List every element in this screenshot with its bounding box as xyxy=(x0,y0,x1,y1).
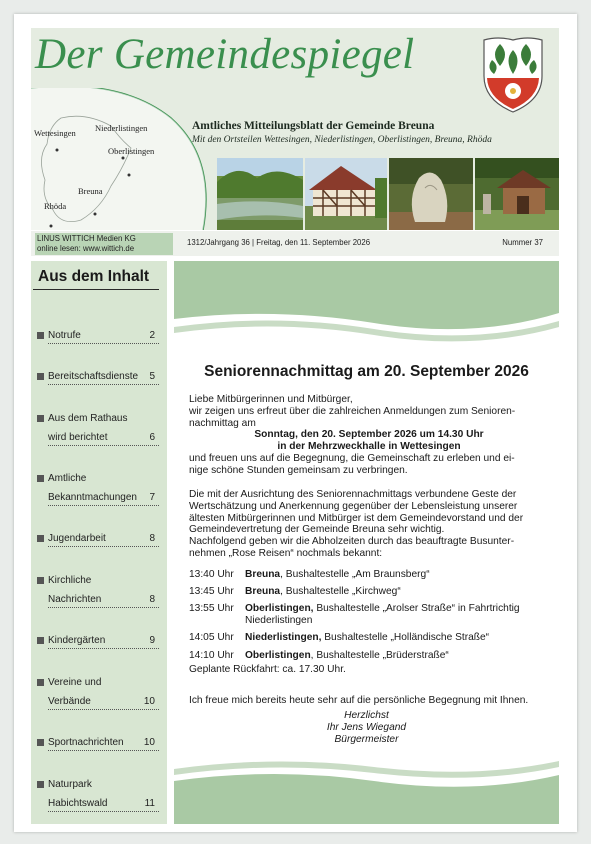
bullet-icon xyxy=(37,679,44,686)
masthead xyxy=(31,28,559,230)
article-paragraph-2 xyxy=(189,489,549,560)
toc-divider xyxy=(33,289,159,290)
masthead-districts: Mit den Ortsteilen Wettesingen, Niederlistingen, Oberlistingen, Breuna, Rhöda xyxy=(192,135,492,145)
schedule-place: Breuna xyxy=(245,569,281,580)
toc-item-label: Kirchliche xyxy=(48,575,92,586)
map-label-rhoda: Rhöda xyxy=(44,201,67,211)
para-line-6: nehmen „Rose Reisen“ nochmals bekannt: xyxy=(189,547,383,559)
map-label-breuna: Breuna xyxy=(78,186,103,196)
map-label-niederlistingen: Niederlistingen xyxy=(95,123,148,133)
decorative-wave-top xyxy=(174,261,559,346)
toc-page-number: 6 xyxy=(149,432,155,443)
event-date: Sonntag, den 20. September 2026 um 14.30 Uhr xyxy=(254,429,484,441)
schedule-row xyxy=(189,650,551,664)
salutation: Liebe Mitbürgerinnen und Mitbürger, xyxy=(189,394,353,405)
schedule-row xyxy=(189,586,551,603)
intro-line-4: nige schöne Stunden gemeinsam zu verbringen. xyxy=(189,464,408,476)
para-line-2: Wertschätzung und Anerkennung gegenüber der Lebensleistung unserer xyxy=(189,500,518,512)
article-headline: Seniorennachmittag am 20. September 2026 xyxy=(204,363,529,380)
toc-page-number: 11 xyxy=(144,798,155,809)
bullet-icon xyxy=(37,373,44,380)
issue-number: Nummer 37 xyxy=(502,238,543,247)
toc-page-number: 5 xyxy=(149,371,155,382)
decorative-wave-bottom xyxy=(174,751,559,824)
article-panel xyxy=(174,261,559,824)
toc-item-label-2: Habichtswald xyxy=(48,798,108,809)
bullet-icon xyxy=(37,781,44,788)
schedule-place: Oberlistingen xyxy=(245,650,311,661)
toc-page-number: 2 xyxy=(149,330,155,341)
toc-page-number: 8 xyxy=(149,533,155,544)
hut-photo xyxy=(475,158,559,230)
issue-info-strip xyxy=(31,231,559,256)
publisher-box xyxy=(35,233,173,255)
toc-page-number: 9 xyxy=(149,635,155,646)
closing-line xyxy=(189,695,549,707)
toc-page-number: 7 xyxy=(149,492,155,503)
bullet-icon xyxy=(37,637,44,644)
schedule-detail: , Bushaltestelle „Kirchweg“ xyxy=(280,586,401,597)
toc-item-label: Aus dem Rathaus xyxy=(48,413,128,424)
schedule-time: 13:40 Uhr xyxy=(189,569,234,580)
bus-schedule xyxy=(189,569,551,678)
schedule-place: Niederlistingen, xyxy=(245,632,322,643)
schedule-time: 13:45 Uhr xyxy=(189,586,234,597)
schedule-detail: , Bushaltestelle „Brüderstraße“ xyxy=(310,650,449,661)
schedule-place: Oberlistingen, xyxy=(245,603,314,614)
stone-monument-photo xyxy=(389,158,473,230)
event-location: in der Mehrzweckhalle in Wettesingen xyxy=(277,441,461,453)
map-label-wettesingen: Wettesingen xyxy=(34,128,76,138)
coat-of-arms-icon xyxy=(478,36,548,114)
schedule-time: 13:55 Uhr xyxy=(189,603,234,614)
signer-role: Bürgermeister xyxy=(334,734,399,745)
signature-block xyxy=(174,710,559,746)
intro-line-2: nachmittag am xyxy=(189,417,256,429)
pond-photo xyxy=(217,158,303,230)
schedule-row xyxy=(189,603,551,632)
para-line-4: Gemeindevertretung der Gemeinde Breuna sehr wichtig. xyxy=(189,524,445,536)
toc-item-label-2: wird berichtet xyxy=(48,432,108,443)
schedule-place: Breuna xyxy=(245,586,281,597)
toc-item-label: Sportnachrichten xyxy=(48,737,124,748)
toc-item-label-2: Bekanntmachungen xyxy=(48,492,137,503)
toc-item-label: Naturpark xyxy=(48,779,92,790)
toc-item-label: Vereine und xyxy=(48,677,102,688)
bullet-icon xyxy=(37,535,44,542)
half-timbered-house-photo xyxy=(305,158,387,230)
intro-line-1: wir zeigen uns erfreut über die zahlreichen Anmeldungen zum Senioren- xyxy=(189,405,516,417)
regards: Herzlichst xyxy=(344,710,389,721)
schedule-detail: Bushaltestelle „Holländische Straße“ xyxy=(321,632,490,643)
para-line-5: Nachfolgend geben wir die Abholzeiten durch das beauftragte Busunter- xyxy=(189,536,515,548)
table-of-contents xyxy=(31,261,167,824)
bullet-icon xyxy=(37,475,44,482)
toc-item-label: Bereitschaftsdienste xyxy=(48,371,139,382)
toc-item-label: Amtliche xyxy=(48,473,87,484)
toc-item-label: Kindergärten xyxy=(48,635,106,646)
bullet-icon xyxy=(37,415,44,422)
toc-item-label-2: Nachrichten xyxy=(48,594,102,605)
return-trip: Geplante Rückfahrt: ca. 17.30 Uhr. xyxy=(189,664,346,675)
newsletter-page xyxy=(14,14,577,832)
closing-text: Ich freue mich bereits heute sehr auf die persönliche Begegnung mit Ihnen. xyxy=(189,695,529,706)
para-line-1: Die mit der Ausrichtung des Seniorennachmittags verbundene Geste der xyxy=(189,489,517,500)
toc-page-number: 10 xyxy=(143,737,155,748)
bullet-icon xyxy=(37,739,44,746)
intro-line-3: und freuen uns auf die Begegnung, die Gemeinschaft zu erleben und ei- xyxy=(189,452,515,464)
toc-page-number: 10 xyxy=(143,696,155,707)
masthead-title: Der Gemeindespiegel xyxy=(35,31,415,78)
schedule-row xyxy=(189,632,551,650)
para-line-3: ältesten Mitbürgerinnen und Mitbürger ist dem Gemeindevorstand und der xyxy=(189,512,524,524)
toc-item-label-2: Verbände xyxy=(48,696,91,707)
toc-item-label: Jugendarbeit xyxy=(48,533,106,544)
online-link[interactable]: online lesen: www.wittich.de xyxy=(37,244,135,253)
bullet-icon xyxy=(37,577,44,584)
signer-name: Ihr Jens Wiegand xyxy=(326,722,407,733)
article-intro xyxy=(189,394,549,477)
bullet-icon xyxy=(37,332,44,339)
schedule-detail: Bushaltestelle „Arolser Straße“ in Fahrtrichtig Niederlistingen xyxy=(245,603,520,626)
masthead-subtitle: Amtliches Mitteilungsblatt der Gemeinde Breuna xyxy=(192,120,435,132)
schedule-time: 14:10 Uhr xyxy=(189,650,234,661)
schedule-detail: , Bushaltestelle „Am Braunsberg“ xyxy=(280,569,430,580)
schedule-row xyxy=(189,569,551,586)
toc-page-number: 8 xyxy=(149,594,155,605)
schedule-time: 14:05 Uhr xyxy=(189,632,234,643)
toc-item-label: Notrufe xyxy=(48,330,81,341)
publisher-name: LINUS WITTICH Medien KG xyxy=(37,234,136,243)
issue-date: 1312/Jahrgang 36 | Freitag, den 11. September 2026 xyxy=(187,238,371,247)
toc-title: Aus dem Inhalt xyxy=(38,268,150,285)
map-label-oberlistingen: Oberlistingen xyxy=(108,146,155,156)
